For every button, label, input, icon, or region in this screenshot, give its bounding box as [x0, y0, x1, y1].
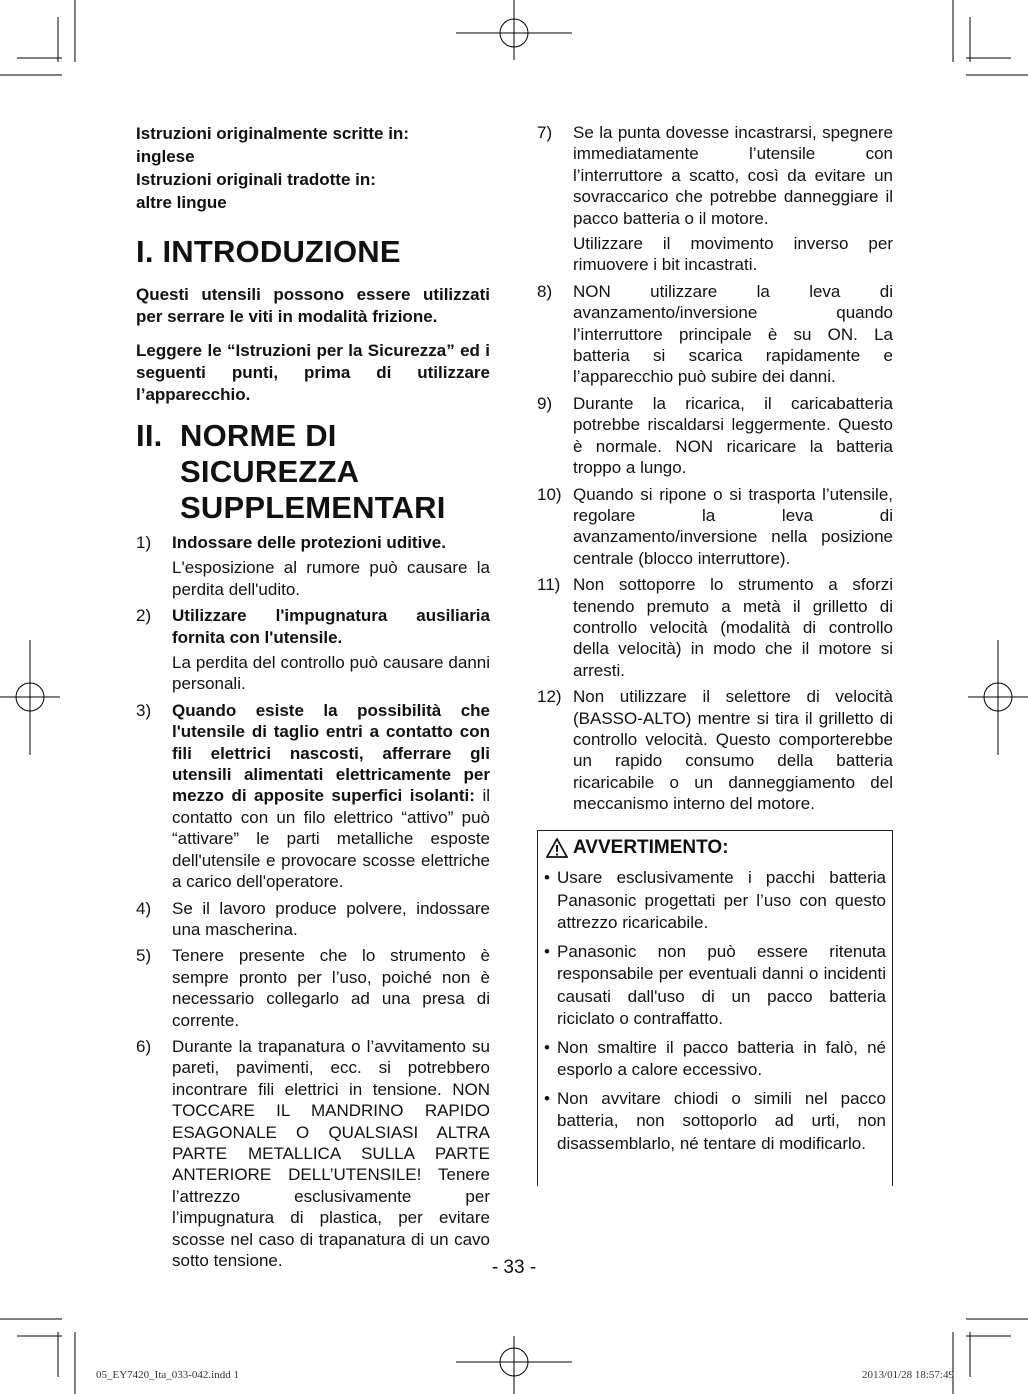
list-item	[136, 945, 490, 1034]
origin-line-3: Istruzioni originali tradotte in:	[136, 170, 376, 189]
item-text: Non utilizzare il selettore di velocità (BASSO-ALTO) mentre si tira il grilletto di controllo velocità. Questo comporterebbe un rapido consumo della batteria ricaricabile o un danneggiamento del meccanismo interno del motore.	[573, 687, 893, 814]
item-text: Durante la trapanatura o l’avvitamento su pareti, pavimenti, ecc. si potrebbero incontrare fili elettrici in tensione. NON TOCCARE IL MANDRINO RAPIDO ESAGONALE O QUALSIASI ALTRA PARTE METALLICA SULLA PARTE ANTERIORE DELL’UTENSILE! Tenere l’attrezzo esclusivamente per l’impugnatura di plastica, per evitare scosse nel caso di trapanatura di un cavo sotto tensione.	[172, 1036, 490, 1270]
warning-text: Non smaltire il pacco batteria in falò, né esporlo a calore eccessivo.	[557, 1037, 886, 1079]
warning-item	[544, 867, 886, 935]
item-number: 2)	[136, 606, 152, 626]
section-number: II.	[136, 418, 163, 453]
bullet: •	[544, 1088, 550, 1108]
list-item	[136, 898, 490, 944]
item-number: 6)	[136, 1036, 152, 1056]
origin-line-1: Istruzioni originalmente scritte in:	[136, 124, 409, 143]
item-bold-text: Quando esiste la possibilità che l'utensile di taglio entri a contatto con fili elettrici nascosti, afferrare gli utensili alimentati elettricamente per mezzo di apposite superfici isolanti:	[172, 700, 490, 806]
item-sub-text: Utilizzare il movimento inverso per rimuovere i bit incastrati.	[573, 234, 893, 275]
item-text: Tenere presente che lo strumento è sempre pronto per l’uso, poiché non è necessario collegarlo ad una presa di corrente.	[172, 946, 490, 1030]
section-title-introduction: I. INTRODUZIONE	[136, 234, 401, 269]
item-bold-text: Indossare delle protezioni uditive.	[172, 533, 446, 552]
item-number: 3)	[136, 700, 152, 720]
item-text: Durante la ricarica, il caricabatteria potrebbe riscaldarsi leggermente. Questo è normale. NON ricaricare la batteria troppo a lungo.	[573, 393, 893, 478]
bullet: •	[544, 941, 550, 961]
item-number: 8)	[537, 281, 553, 301]
list-item	[537, 484, 893, 573]
item-number: 10)	[537, 484, 562, 504]
origin-info	[136, 122, 490, 214]
list-item	[136, 605, 490, 698]
item-text: Se il lavoro produce polvere, indossare una mascherina.	[172, 898, 490, 939]
origin-line-4: altre lingue	[136, 193, 227, 212]
list-item	[136, 700, 490, 896]
list-item	[537, 122, 893, 279]
warning-title: AVVERTIMENTO:	[573, 837, 729, 858]
item-sub-text: L'esposizione al rumore può causare la perdita dell'udito.	[172, 558, 490, 599]
bullet: •	[544, 868, 550, 887]
footer-filename: 05_EY7420_Ita_033-042.indd 1	[96, 1369, 239, 1381]
warning-text: Panasonic non può essere ritenuta responsabile per eventuali danni o incidenti causati dall'uso di un pacco batteria riciclato o contraffatto.	[557, 941, 886, 1028]
item-text: NON utilizzare la leva di avanzamento/inversione quando l’interruttore principale è su ON. La batteria si scarica rapidamente e l’apparecchio può subire dei danni.	[573, 281, 893, 387]
item-text: Quando si ripone o si trasporta l’utensile, regolare la leva di avanzamento/inversione nella posizione centrale (blocco interruttore).	[573, 484, 893, 568]
item-sub-text: La perdita del controllo può causare danni personali.	[172, 653, 490, 694]
warning-triangle-icon	[546, 838, 568, 858]
footer-timestamp: 2013/01/28 18:57:49	[862, 1369, 954, 1381]
item-number: 11)	[537, 575, 561, 595]
warning-list	[538, 859, 892, 1155]
list-item	[136, 1036, 490, 1274]
list-item	[537, 686, 893, 817]
left-column	[136, 122, 490, 1276]
item-text: il contatto con un filo elettrico “attivo” può “attivare” le parti metalliche esposte dell'utensile e provocare scosse elettriche a carico dell'operatore.	[172, 786, 490, 892]
warning-box	[537, 830, 893, 1186]
warning-text: Usare esclusivamente i pacchi batteria Panasonic progettati per l’uso con questo attrezzo ricaricabile.	[557, 868, 886, 932]
item-text: Non sottoporre lo strumento a sforzi tenendo premuto a metà il grilletto di controllo velocità (modalità di controllo della velocità) in modo che il motore si arresti.	[573, 575, 893, 680]
item-number: 12)	[537, 687, 562, 707]
warning-item	[544, 1037, 886, 1082]
item-number: 4)	[136, 898, 152, 918]
safety-list-left	[136, 532, 490, 1274]
warning-text: Non avvitare chiodi o simili nel pacco batteria, non sottoporlo ad urti, non disassemblarlo, né tentare di modificarlo.	[557, 1088, 886, 1153]
page-number: - 33 -	[491, 1257, 537, 1278]
origin-line-2: inglese	[136, 147, 195, 166]
item-number: 1)	[136, 533, 152, 552]
warning-item	[544, 1088, 886, 1156]
bullet: •	[544, 1037, 550, 1057]
warning-header	[538, 831, 892, 859]
item-number: 9)	[537, 393, 553, 413]
list-item	[537, 281, 893, 391]
section-title-safety	[136, 418, 490, 526]
list-item	[537, 393, 893, 482]
section-title-line-1: NORME DI	[180, 418, 337, 453]
intro-paragraph-1: Questi utensili possono essere utilizzati per serrare le viti in modalità frizione.	[136, 285, 490, 326]
right-column	[537, 122, 893, 820]
intro-paragraph-2: Leggere le “Istruzioni per la Sicurezza” ed i seguenti punti, prima di utilizzare l’apparecchio.	[136, 341, 490, 404]
list-item	[136, 532, 490, 603]
section-title-line-3: SUPPLEMENTARI	[180, 490, 446, 525]
warning-item	[544, 941, 886, 1031]
item-text: Se la punta dovesse incastrarsi, spegnere immediatamente l’utensile con l’interruttore a scatto, così da evitare un sovraccarico che potrebbe danneggiare il pacco batteria o il motore.	[573, 123, 893, 228]
item-number: 7)	[537, 123, 553, 142]
item-number: 5)	[136, 946, 152, 966]
item-bold-text: Utilizzare l'impugnatura ausiliaria fornita con l'utensile.	[172, 606, 490, 647]
list-item	[537, 574, 893, 684]
section-title-line-2: SICUREZZA	[180, 454, 360, 489]
